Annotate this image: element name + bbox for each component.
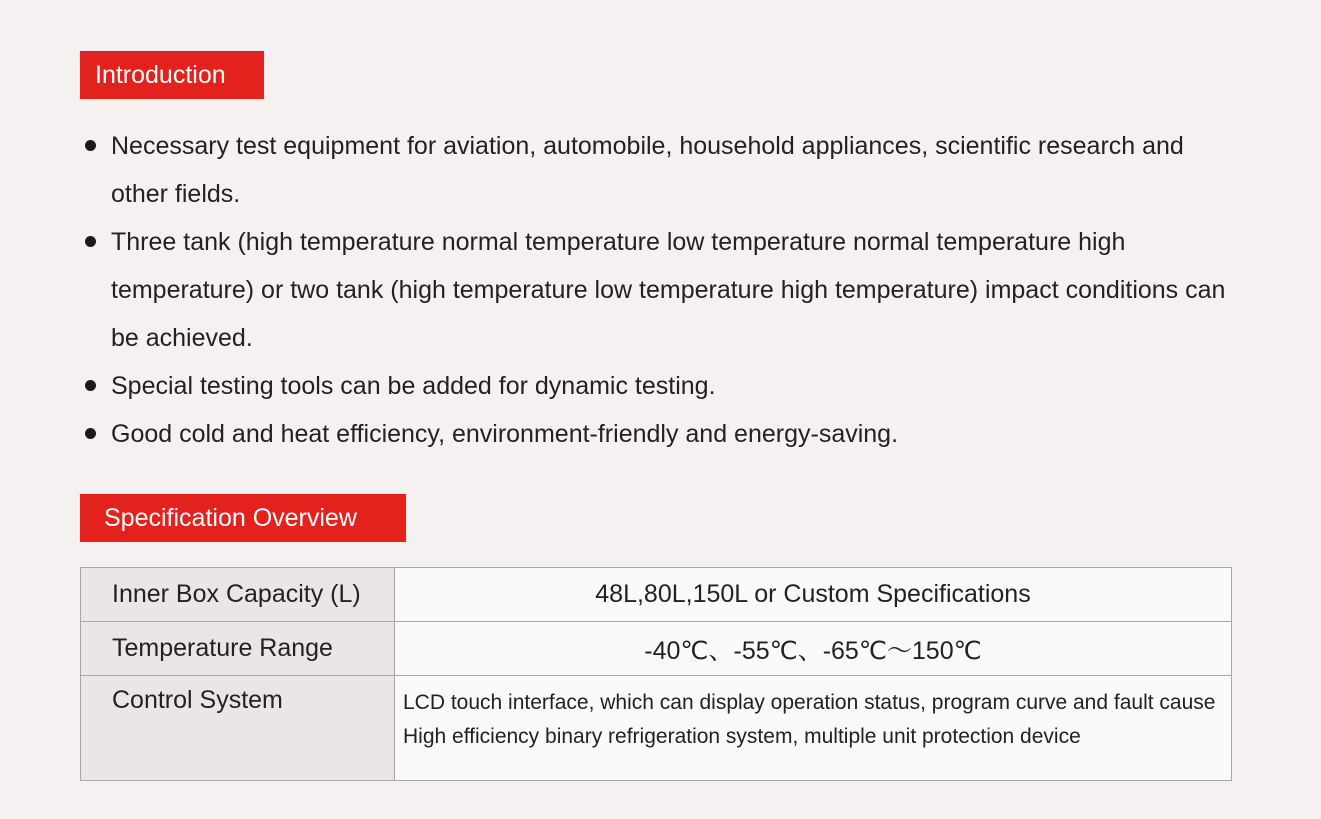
list-item (80, 122, 1240, 218)
table-row (81, 568, 1232, 622)
table-row (81, 676, 1232, 781)
spec-value-line: LCD touch interface, which can display operation status, program curve and fault cause (403, 691, 1216, 714)
spec-value-control-system (395, 676, 1232, 781)
bullet-text: Special testing tools can be added for dynamic testing. (111, 372, 716, 400)
bullet-dot-icon (85, 236, 96, 247)
bullet-text: Good cold and heat efficiency, environment-friendly and energy-saving. (111, 420, 899, 448)
list-item (80, 410, 1240, 458)
list-item (80, 218, 1240, 362)
spec-value-line: High efficiency binary refrigeration system, multiple unit protection device (403, 725, 1081, 748)
spec-label-control-system: Control System (81, 676, 395, 781)
list-item (80, 362, 1240, 410)
bullet-text: Three tank (high temperature normal temperature low temperature normal temperature high temperature) or two tank (high temperature low temperature high temperature) impact conditions can be achieved. (111, 228, 1226, 352)
table-row (81, 622, 1232, 676)
introduction-heading: Introduction (80, 51, 264, 99)
specification-heading: Specification Overview (80, 494, 406, 542)
spec-label-capacity: Inner Box Capacity (L) (81, 568, 395, 622)
bullet-dot-icon (85, 140, 96, 151)
spec-value-temperature: -40℃、-55℃、-65℃～150℃ (395, 622, 1232, 676)
bullet-text: Necessary test equipment for aviation, automobile, household appliances, scientific research and other fields. (111, 132, 1184, 208)
bullet-dot-icon (85, 428, 96, 439)
spec-value-capacity: 48L,80L,150L or Custom Specifications (395, 568, 1232, 622)
introduction-bullet-list (80, 122, 1240, 458)
specification-table (80, 567, 1232, 781)
spec-label-temperature: Temperature Range (81, 622, 395, 676)
bullet-dot-icon (85, 380, 96, 391)
